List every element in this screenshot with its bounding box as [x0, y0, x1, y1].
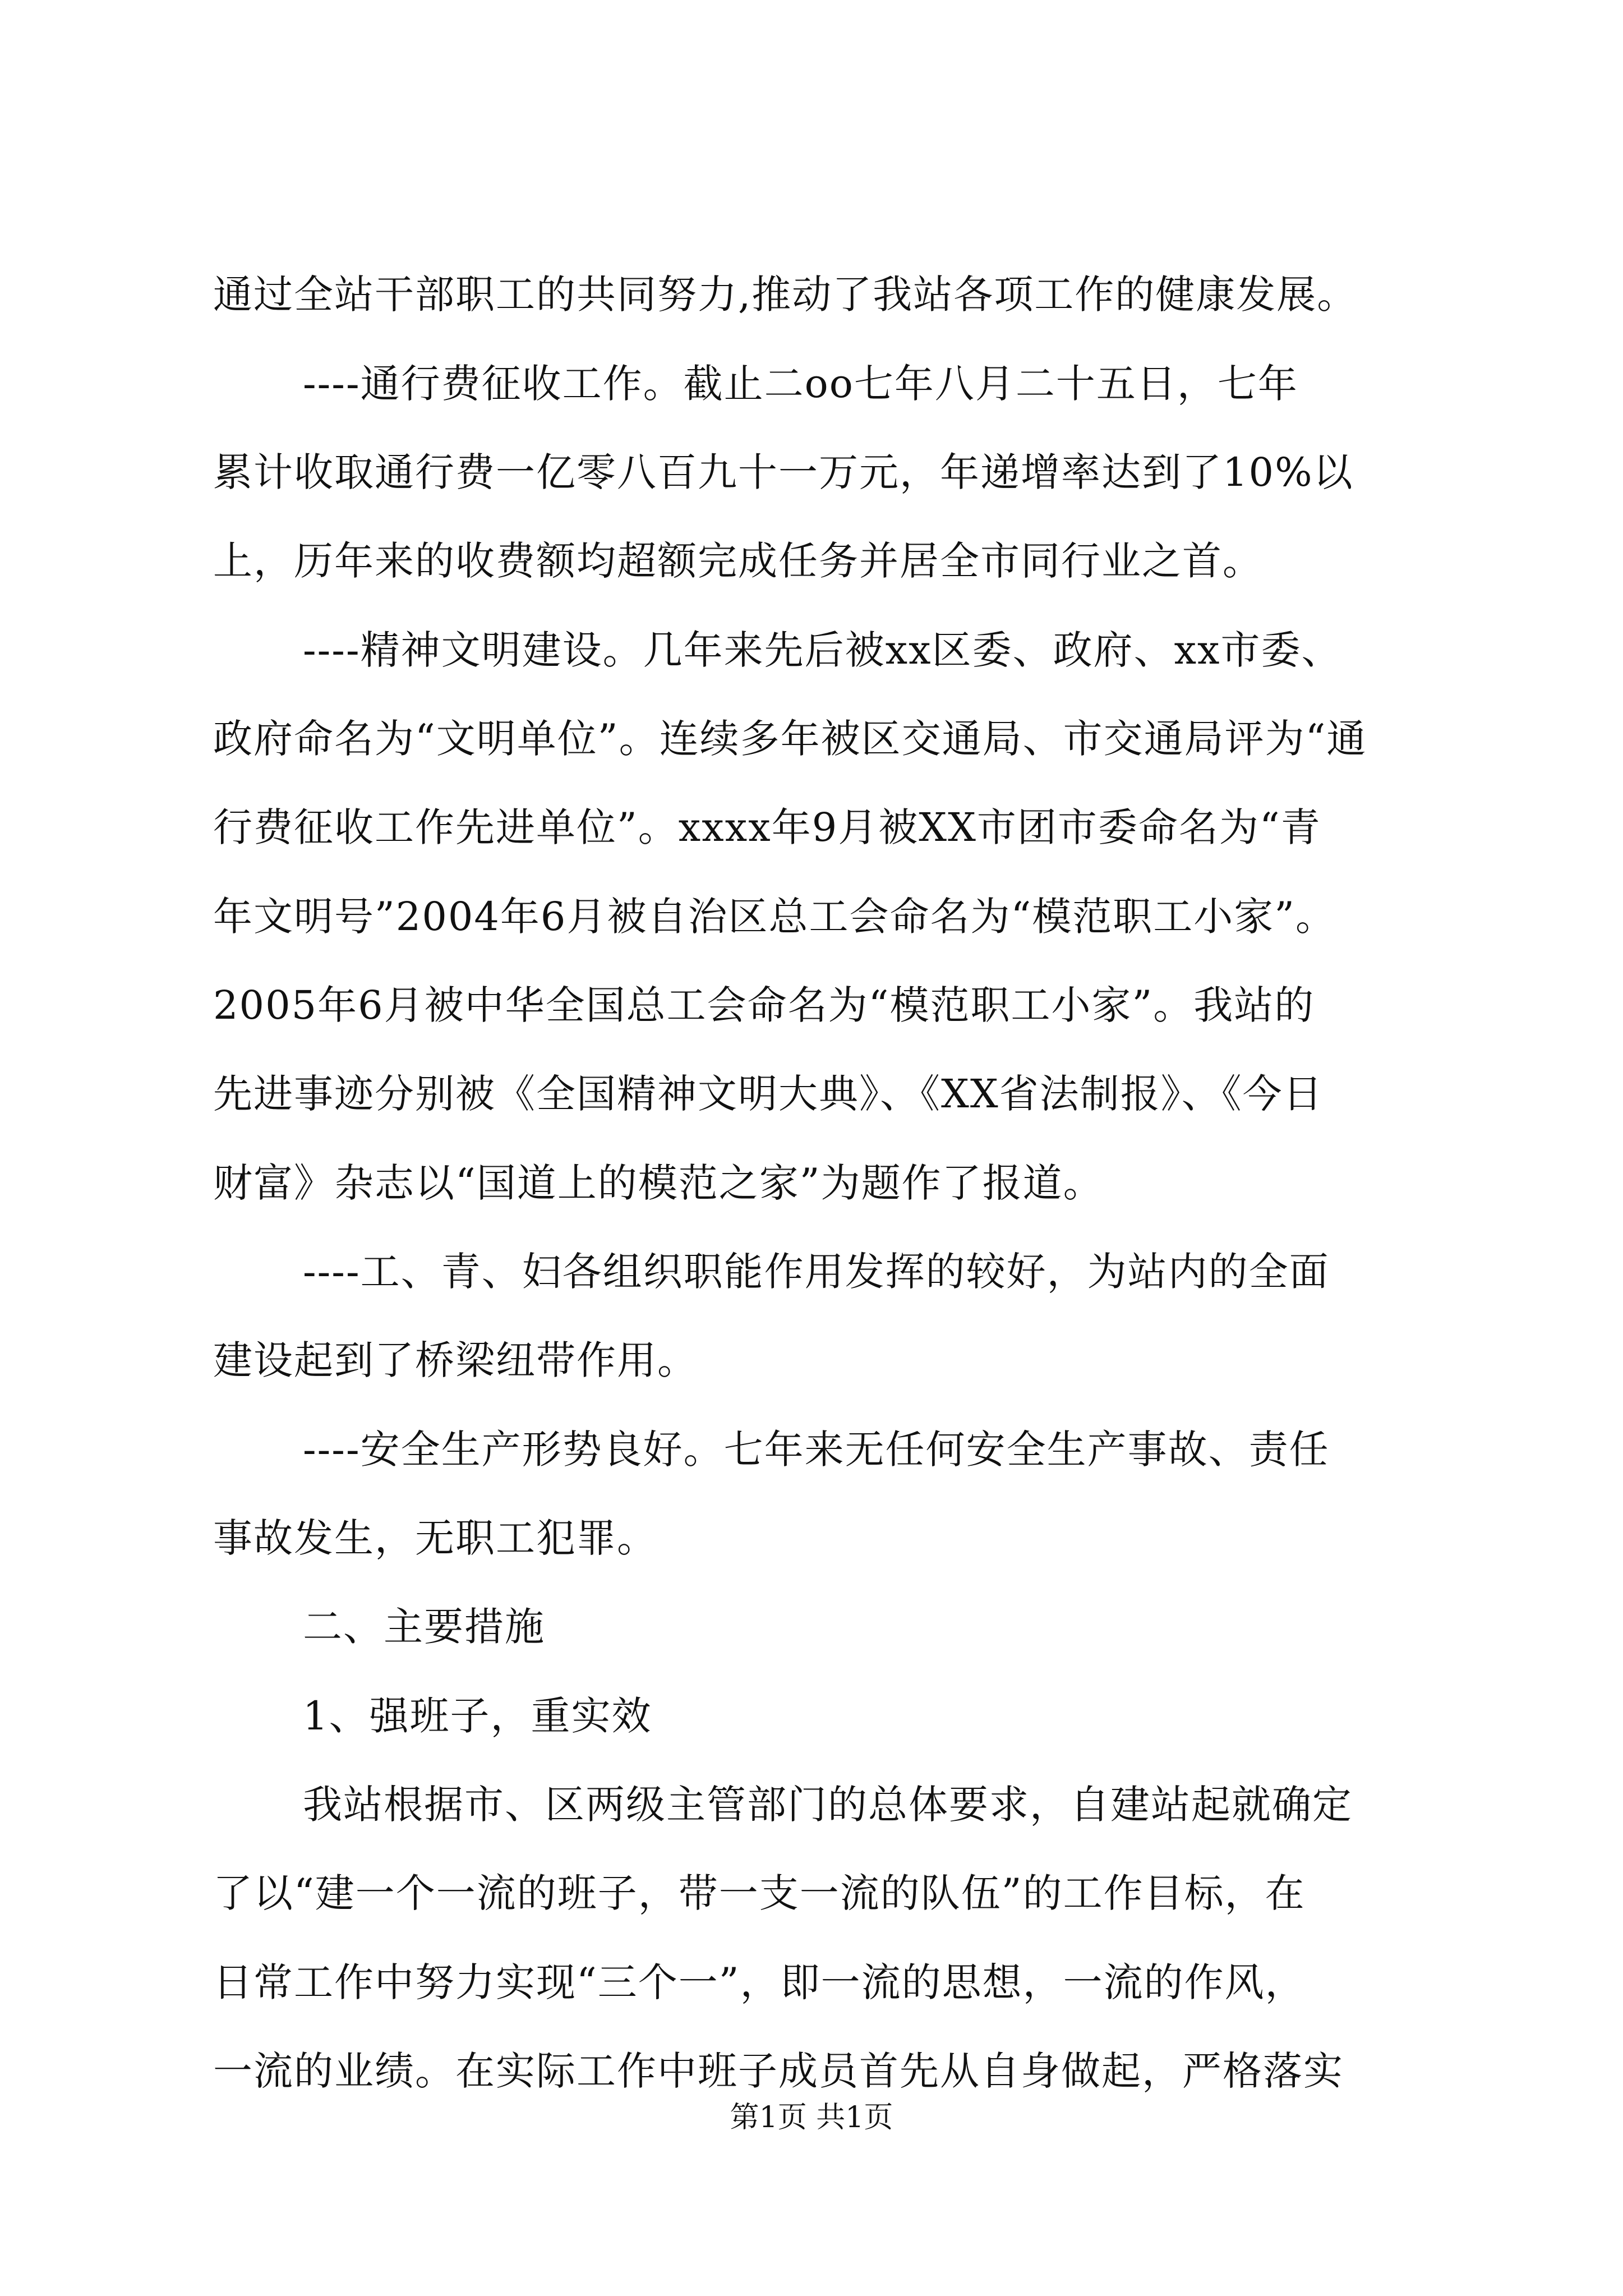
text-line-12: ----工、青、妇各组织职能作用发挥的较好，为站内的全面	[303, 1249, 1330, 1295]
text-line-9: 2005年6月被中华全国总工会命名为“模范职工小家”。我站的	[213, 982, 1315, 1028]
text-line-15: 事故发生，无职工犯罪。	[213, 1515, 657, 1561]
subsection-heading: 1、强班子，重实效	[303, 1693, 652, 1739]
text-line-6: 政府命名为“文明单位”。连续多年被区交通局、市交通局评为“通	[213, 716, 1367, 762]
text-line-18: 我站根据市、区两级主管部门的总体要求，自建站起就确定	[303, 1782, 1353, 1828]
text-line-2: ----通行费征收工作。截止二oo七年八月二十五日，七年	[303, 361, 1298, 407]
text-line-4: 上，历年来的收费额均超额完成任务并居全市同行业之首。	[213, 538, 1263, 584]
text-line-5: ----精神文明建设。几年来先后被xx区委、政府、xx市委、	[303, 627, 1342, 673]
text-line-13: 建设起到了桥梁纽带作用。	[213, 1337, 698, 1383]
text-line-21: 一流的业绩。在实际工作中班子成员首先从自身做起，严格落实	[213, 2048, 1344, 2094]
text-line-7: 行费征收工作先进单位”。xxxx年9月被XX市团市委命名为“青	[213, 804, 1321, 850]
text-line-20: 日常工作中努力实现“三个一”，即一流的思想，一流的作风，	[213, 1959, 1306, 2005]
text-line-14: ----安全生产形势良好。七年来无任何安全生产事故、责任	[303, 1427, 1330, 1473]
text-line-3: 累计收取通行费一亿零八百九十一万元，年递增率达到了10%以	[213, 449, 1354, 495]
text-line-11: 财富》杂志以“国道上的模范之家”为题作了报道。	[213, 1160, 1104, 1206]
text-line-8: 年文明号”2004年6月被自治区总工会命名为“模范职工小家”。	[213, 894, 1336, 940]
text-line-19: 了以“建一个一流的班子，带一支一流的队伍”的工作目标，在	[213, 1870, 1306, 1916]
text-line-1: 通过全站干部职工的共同努力,推动了我站各项工作的健康发展。	[213, 272, 1358, 318]
page-footer: 第1页 共1页	[730, 2101, 893, 2134]
section-heading: 二、主要措施	[303, 1604, 545, 1650]
text-line-10: 先进事迹分别被《全国精神文明大典》、《XX省法制报》、《今日	[213, 1071, 1324, 1117]
